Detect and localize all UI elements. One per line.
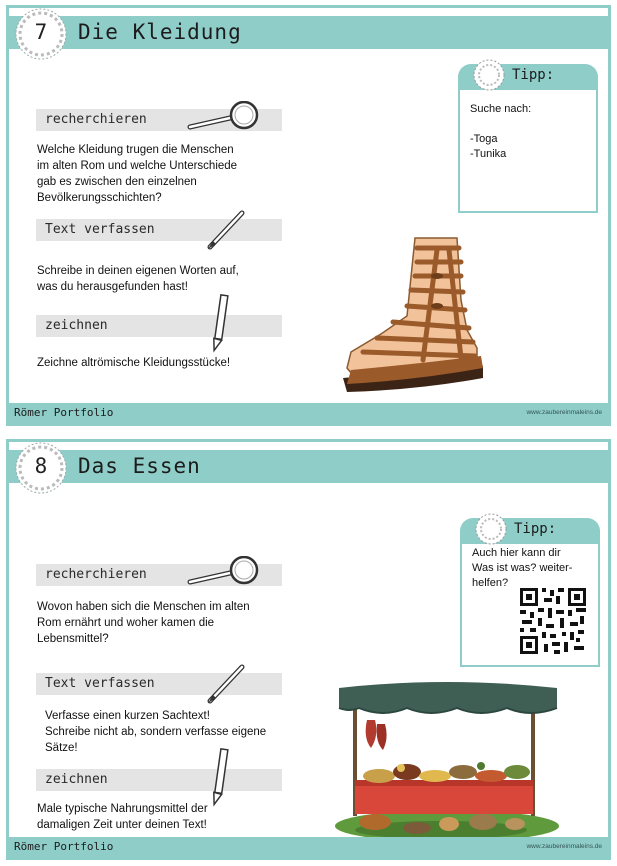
task-label: recherchieren	[45, 112, 147, 127]
text-line: Male typische Nahrungsmittel der	[37, 803, 208, 815]
text-line: Bevölkerungsschichten?	[37, 192, 162, 204]
tipp-label: Tipp:	[512, 67, 555, 83]
task-text-text-verfassen	[37, 263, 287, 295]
tipp-line: -Tunika	[470, 148, 507, 160]
card-number: 8	[34, 454, 48, 478]
tipp-line: Was ist was? weiter-	[472, 562, 573, 574]
text-line: Wovon haben sich die Menschen im alten	[37, 601, 250, 613]
task-header-recherchieren	[36, 564, 282, 586]
seal-icon	[472, 58, 506, 92]
task-text-zeichnen	[37, 801, 287, 833]
task-header-text-verfassen	[36, 219, 282, 241]
text-line: Lebensmittel?	[37, 633, 109, 645]
task-card-essen	[6, 439, 611, 860]
text-line: Sätze!	[45, 742, 78, 754]
sandal-illustration	[337, 230, 487, 398]
text-line: Verfasse einen kurzen Sachtext!	[45, 710, 210, 722]
text-line: im alten Rom und welche Unterschiede	[37, 160, 238, 172]
task-card-kleidung	[6, 5, 611, 426]
footer-url[interactable]: www.zaubereinmaleins.de	[526, 843, 602, 850]
text-line: damaligen Zeit unter deinen Text!	[37, 819, 207, 831]
tipp-label: Tipp:	[514, 521, 557, 537]
footer-title: Römer Portfolio	[14, 840, 114, 853]
tipp-line: helfen?	[472, 577, 509, 589]
task-label: recherchieren	[45, 567, 147, 582]
text-line: Schreibe nicht ab, sondern verfasse eigene	[45, 726, 267, 738]
card-title: Die Kleidung	[78, 20, 242, 44]
task-header-recherchieren	[36, 109, 282, 131]
text-line: was du herausgefunden hast!	[37, 281, 188, 293]
card-number: 7	[34, 20, 48, 44]
footer-url[interactable]: www.zaubereinmaleins.de	[526, 409, 602, 416]
tipp-line: Suche nach:	[470, 103, 532, 115]
task-label: zeichnen	[45, 318, 108, 333]
task-label: zeichnen	[45, 772, 108, 787]
task-label: Text verfassen	[45, 676, 155, 691]
magnifier-icon	[186, 101, 266, 135]
fountain-pen-icon	[204, 659, 252, 707]
tipp-box	[458, 67, 598, 213]
task-text-text-verfassen	[45, 708, 295, 756]
seal-icon	[474, 512, 508, 546]
text-line: Schreibe in deinen eigenen Worten auf,	[37, 265, 239, 277]
tipp-line: -Toga	[470, 133, 498, 145]
task-text-zeichnen	[37, 355, 287, 371]
card-footer	[9, 837, 608, 857]
task-text-recherchieren	[37, 142, 287, 206]
market-stall-illustration	[331, 680, 563, 844]
magnifier-icon	[186, 556, 266, 590]
text-line: Welche Kleidung trugen die Menschen	[37, 144, 234, 156]
fountain-pen-icon	[204, 205, 252, 253]
text-line: Zeichne altrömische Kleidungsstücke!	[37, 357, 231, 369]
tipp-box	[460, 521, 600, 667]
tipp-line	[470, 117, 590, 132]
tipp-text	[472, 546, 592, 591]
task-header-text-verfassen	[36, 673, 282, 695]
text-line: gab es zwischen den einzelnen	[37, 176, 197, 188]
task-text-recherchieren	[37, 599, 287, 647]
qr-code-icon[interactable]	[518, 586, 588, 656]
task-header-zeichnen	[36, 315, 282, 337]
card-footer	[9, 403, 608, 423]
pencil-icon	[208, 747, 232, 807]
footer-title: Römer Portfolio	[14, 406, 114, 419]
pencil-icon	[208, 293, 232, 353]
tipp-text	[470, 102, 590, 162]
card-title: Das Essen	[78, 454, 201, 478]
text-line: Rom ernährt und woher kamen die	[37, 617, 215, 629]
task-header-zeichnen	[36, 769, 282, 791]
tipp-line: Auch hier kann dir	[472, 547, 561, 559]
task-label: Text verfassen	[45, 222, 155, 237]
